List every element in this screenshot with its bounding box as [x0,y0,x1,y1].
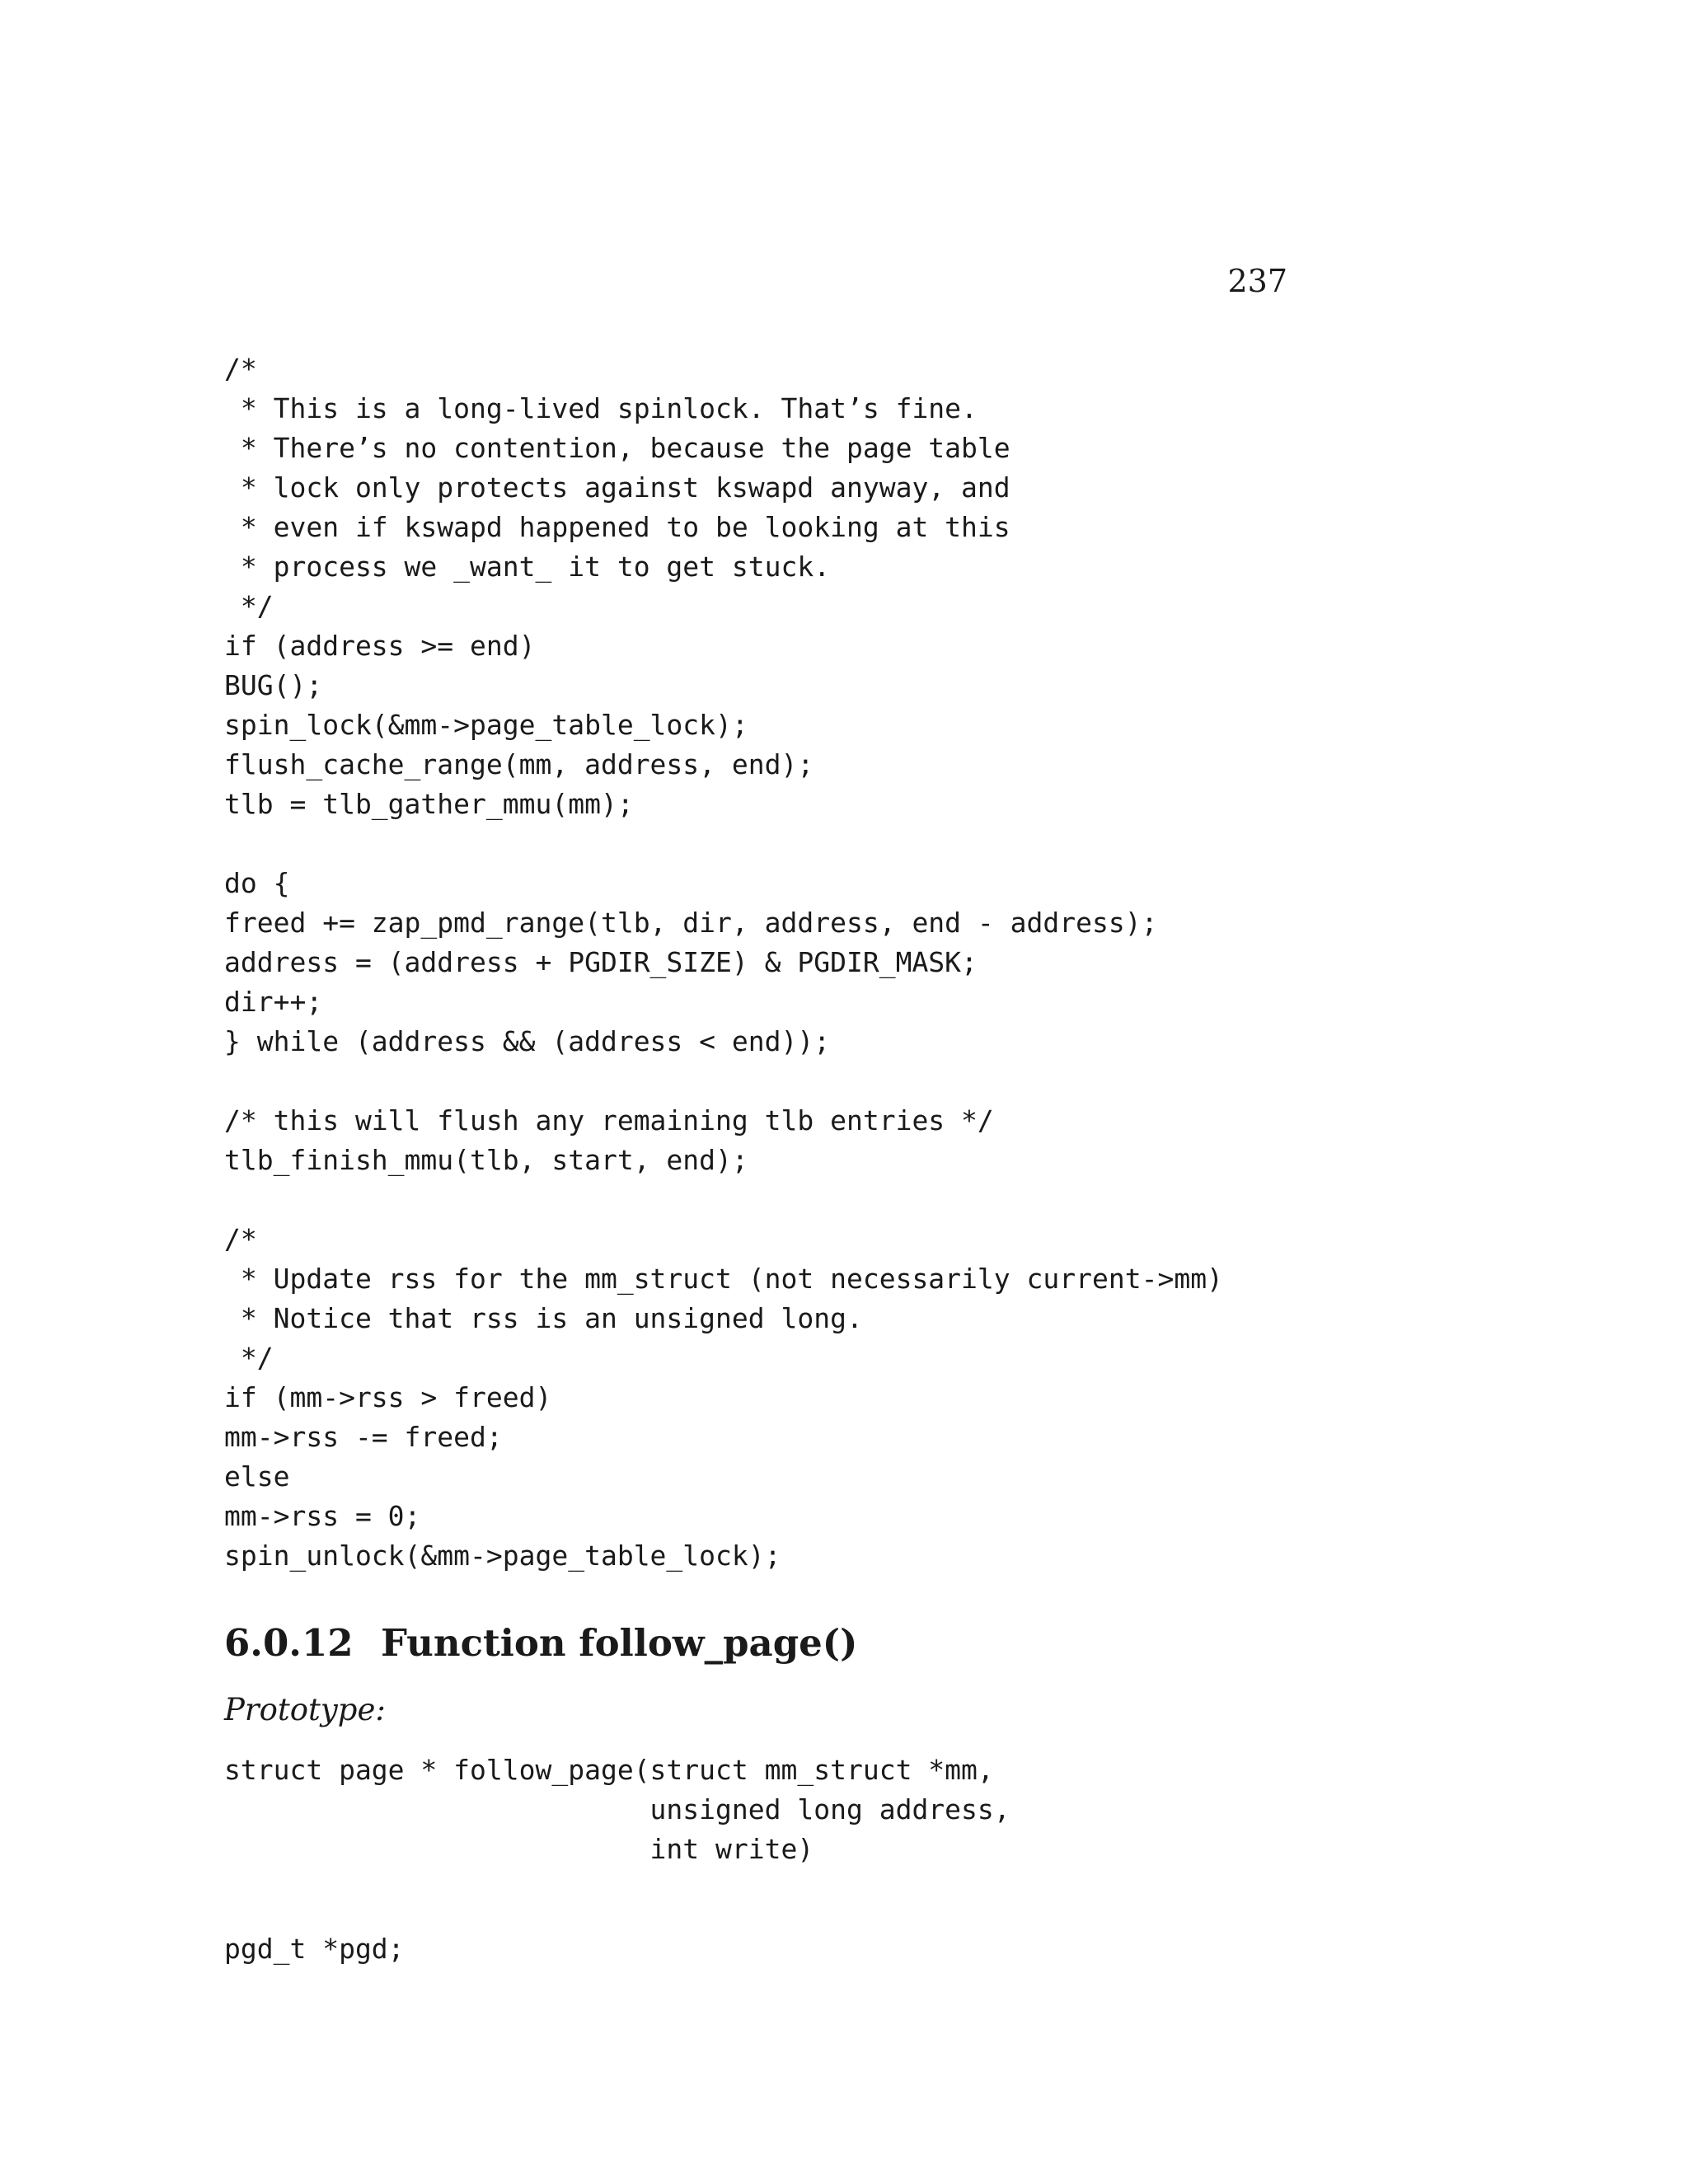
code-line: } while (address && (address < end)); [224,1025,831,1057]
code-line: * even if kswapd happened to be looking at this [224,511,1010,543]
code-line: if (mm->rss > freed) [224,1381,552,1413]
code-block-zap-page-range [224,349,1223,1576]
code-line: /* this will flush any remaining tlb entries */ [224,1104,994,1137]
code-line: if (address >= end) [224,630,536,662]
code-line: do { [224,867,290,899]
code-line: mm->rss = 0; [224,1500,421,1532]
code-line: * process we _want_ it to get stuck. [224,551,831,583]
prototype-label: Prototype: [224,1692,386,1727]
section-number: 6.0.12 [224,1621,354,1665]
code-line [224,1062,1223,1101]
code-block-follow-page-body [224,1929,405,1969]
code-line: */ [224,590,274,622]
code-line: */ [224,1342,274,1374]
code-line: * This is a long-lived spinlock. That’s fine. [224,392,978,424]
code-line: pgd_t *pgd; [224,1933,405,1965]
code-line: spin_lock(&mm->page_table_lock); [224,709,748,741]
page-number: 237 [1227,263,1287,299]
code-line [224,1180,1223,1220]
code-line: mm->rss -= freed; [224,1421,503,1453]
code-line: /* [224,1223,257,1255]
code-line: /* [224,353,257,385]
code-block-prototype [224,1750,1010,1869]
code-line: tlb = tlb_gather_mmu(mm); [224,788,634,820]
code-line: BUG(); [224,669,323,701]
section-title: Function follow_page() [381,1621,858,1665]
code-line: * Update rss for the mm_struct (not necessarily current->mm) [224,1263,1223,1295]
code-line: int write) [224,1833,814,1865]
code-line: else [224,1460,290,1493]
code-line: flush_cache_range(mm, address, end); [224,748,814,780]
code-line: spin_unlock(&mm->page_table_lock); [224,1540,781,1572]
code-line: address = (address + PGDIR_SIZE) & PGDIR_MASK; [224,946,978,978]
code-line: unsigned long address, [224,1793,1010,1825]
code-line: freed += zap_pmd_range(tlb, dir, address, end - address); [224,907,1158,939]
section-heading [224,1620,857,1666]
code-line: struct page * follow_page(struct mm_struct *mm, [224,1754,994,1786]
code-line: dir++; [224,986,323,1018]
code-line: tlb_finish_mmu(tlb, start, end); [224,1144,748,1176]
code-line [224,824,1223,864]
code-line: * Notice that rss is an unsigned long. [224,1302,863,1334]
code-line: * There’s no contention, because the page table [224,432,1010,464]
code-line: * lock only protects against kswapd anyway, and [224,471,1010,504]
